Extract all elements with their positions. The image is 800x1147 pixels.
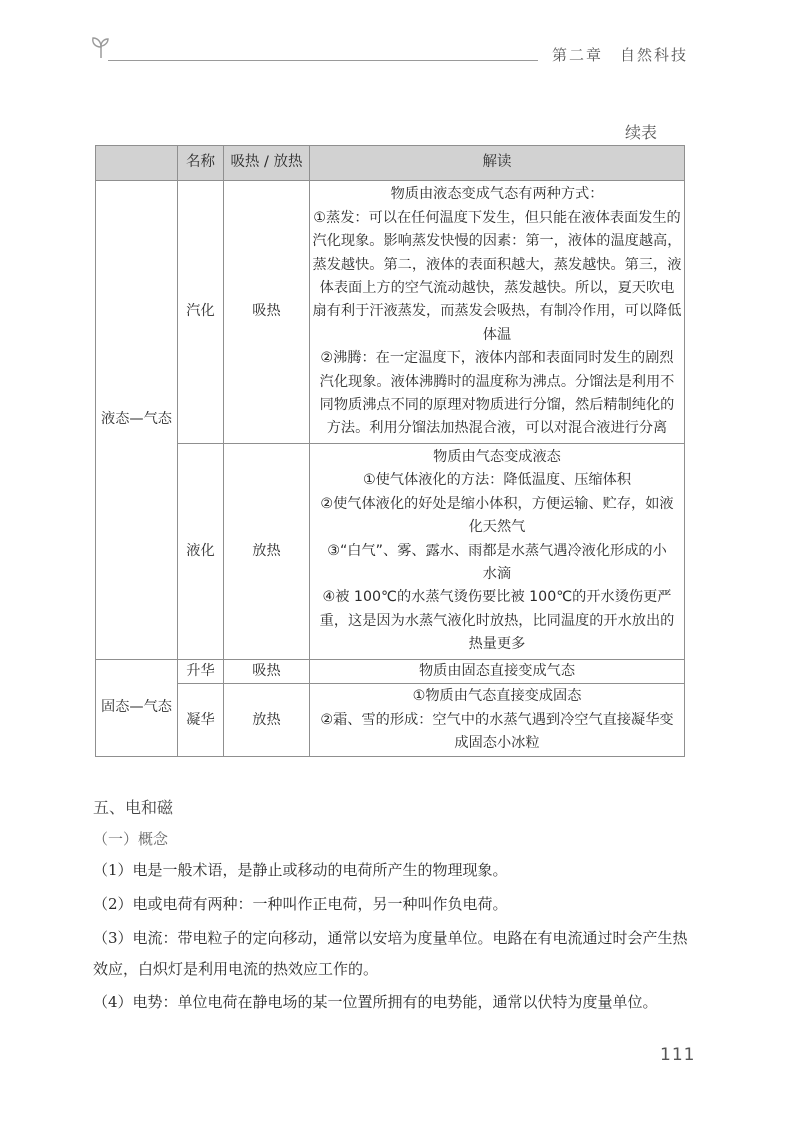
name-cell: 升华 xyxy=(178,659,224,684)
desc-line: 热量更多 xyxy=(468,636,526,653)
desc-line: 重，这是因为水蒸气液化时放热，比同温度的开水放出的 xyxy=(319,612,675,629)
desc-line: 同物质沸点不同的原理对物质进行分馏，然后精制纯化的 xyxy=(319,396,675,413)
desc-line: 物质由液态变成气态有两种方式： xyxy=(390,186,604,203)
table-row xyxy=(96,181,685,444)
paragraph: （2）电或电荷有两种：一种叫作正电荷，另一种叫作负电荷。 xyxy=(93,895,508,913)
heat-cell: 吸热 xyxy=(224,659,310,684)
desc-cell xyxy=(310,181,685,444)
desc-line: 汽化现象。液体沸腾时的温度称为沸点。分馏法是利用不 xyxy=(319,373,675,390)
desc-line: ①使气体液化的方法：降低温度、压缩体积 xyxy=(362,472,632,489)
desc-line: 体温 xyxy=(482,326,512,343)
section-subtitle: （一）概念 xyxy=(93,830,169,848)
table-row xyxy=(96,659,685,684)
section-title: 五、电和磁 xyxy=(93,798,174,817)
desc-cell xyxy=(310,444,685,659)
page-number: 111 xyxy=(660,1045,696,1065)
chapter-title: 第二章 自然科技 xyxy=(552,46,689,64)
heat-cell: 放热 xyxy=(224,684,310,757)
paragraph: （3）电流：带电粒子的定向移动，通常以安培为度量单位。电路在有电流通过时会产生热效应，白炽灯是利用电流的热效应工作的。 xyxy=(93,929,688,978)
header-cell-heat: 吸热 / 放热 xyxy=(224,146,310,181)
desc-line: ②霜、雪的形成：空气中的水蒸气遇到冷空气直接凝华变 xyxy=(320,711,674,728)
page-header xyxy=(0,0,800,80)
desc-line: ②沸腾：在一定温度下，液体内部和表面同时发生的剧烈 xyxy=(320,350,674,367)
header-cell-desc: 解读 xyxy=(310,146,685,181)
table-header-row xyxy=(96,146,685,181)
desc-line: ①蒸发：可以在任何温度下发生，但只能在液体表面发生的 xyxy=(313,209,681,226)
desc-line: 扇有利于汗液蒸发，而蒸发会吸热，有制冷作用，可以降低 xyxy=(312,303,682,320)
desc-line: ②使气体液化的好处是缩小体积，方便运输、贮存，如液 xyxy=(320,495,674,512)
desc-line: 方法。利用分馏法加热混合液，可以对混合液进行分离 xyxy=(326,420,668,437)
desc-line: 水滴 xyxy=(482,566,512,583)
state-cell: 液态—气态 xyxy=(96,181,178,660)
desc-line: 成固态小冰粒 xyxy=(454,734,540,751)
table-row xyxy=(96,444,685,659)
desc-cell xyxy=(310,659,685,684)
name-cell: 液化 xyxy=(178,444,224,659)
sprout-icon xyxy=(88,34,114,60)
desc-line: ③“白气”、雾、露水、雨都是水蒸气遇冷液化形成的小 xyxy=(327,542,667,559)
header-cell-name: 名称 xyxy=(178,146,224,181)
desc-line: ①物质由气态直接变成固态 xyxy=(412,688,582,705)
desc-line: 物质由固态直接变成气态 xyxy=(418,662,576,679)
desc-line: 蒸发越快。第二，液体的表面积越大，蒸发越快。第三，液 xyxy=(312,256,682,273)
name-cell: 汽化 xyxy=(178,181,224,444)
desc-line: 体表面上方的空气流动越快，蒸发越快。所以，夏天吹电 xyxy=(319,279,675,296)
paragraph: （4）电势：单位电荷在静电场的某一位置所拥有的电势能，通常以伏特为度量单位。 xyxy=(93,993,658,1011)
heat-cell: 吸热 xyxy=(224,181,310,444)
phase-change-table xyxy=(95,145,685,757)
continued-label: 续表 xyxy=(625,123,658,142)
desc-line: 物质由气态变成液态 xyxy=(433,449,561,466)
desc-line: ④被 100℃的水蒸气烫伤要比被 100℃的开水烫伤更严 xyxy=(322,589,672,606)
header-cell-state xyxy=(96,146,178,181)
state-cell: 固态—气态 xyxy=(96,659,178,756)
desc-line: 化天然气 xyxy=(468,519,526,536)
header-rule xyxy=(108,60,538,61)
table-row xyxy=(96,684,685,757)
paragraph: （1）电是一般术语，是静止或移动的电荷所产生的物理现象。 xyxy=(93,861,508,879)
desc-cell xyxy=(310,684,685,757)
desc-line: 汽化现象。影响蒸发快慢的因素：第一，液体的温度越高， xyxy=(312,233,682,250)
heat-cell: 放热 xyxy=(224,444,310,659)
name-cell: 凝华 xyxy=(178,684,224,757)
